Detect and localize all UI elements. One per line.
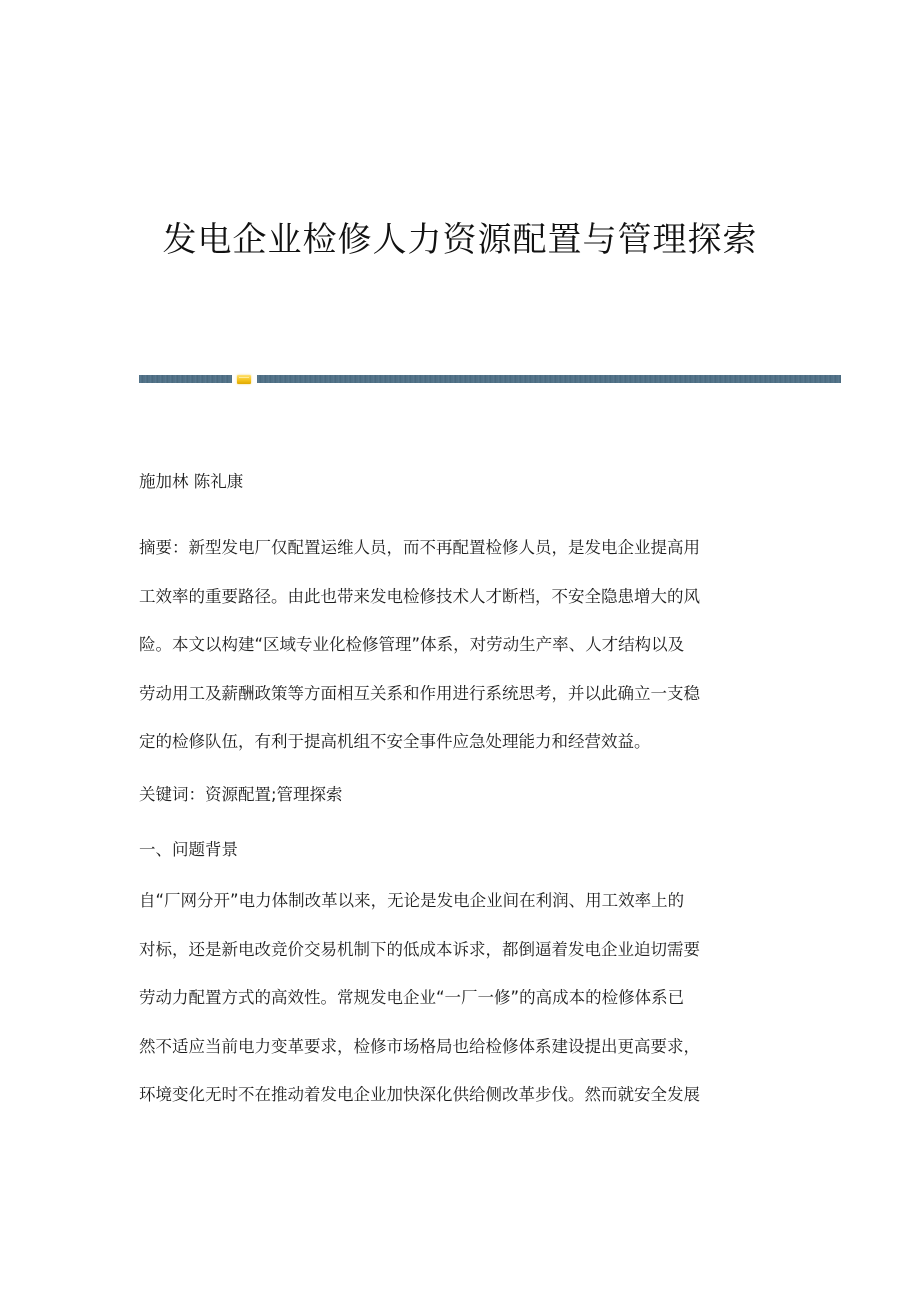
abstract-line: 工效率的重要路径。由此也带来发电检修技术人才断档，不安全隐患增大的风 bbox=[139, 586, 700, 606]
authors: 施加林 陈礼康 bbox=[139, 472, 244, 491]
body-line: 然不适应当前电力变革要求，检修市场格局也给检修体系建设提出更高要求， bbox=[139, 1036, 700, 1056]
abstract-line: 劳动用工及薪酬政策等方面相互关系和作用进行系统思考，并以此确立一支稳 bbox=[139, 683, 700, 703]
envelope-ornament-icon bbox=[237, 375, 251, 384]
abstract-paragraph bbox=[139, 524, 799, 767]
body-line: 劳动力配置方式的高效性。常规发电企业“一厂一修”的高成本的检修体系已 bbox=[139, 988, 685, 1007]
body-line: 环境变化无时不在推动着发电企业加快深化供给侧改革步伐。然而就安全发展 bbox=[139, 1085, 700, 1104]
abstract-line: 摘要：新型发电厂仅配置运维人员，而不再配置检修人员，是发电企业提高用 bbox=[139, 538, 700, 557]
abstract-line: 险。本文以构建“区域专业化检修管理”体系，对劳动生产率、人才结构以及 bbox=[139, 635, 685, 654]
title-divider bbox=[139, 375, 841, 384]
divider-bar-left bbox=[139, 375, 232, 383]
section-heading: 一、问题背景 bbox=[139, 840, 238, 859]
body-paragraph bbox=[139, 877, 799, 1120]
document-title: 发电企业检修人力资源配置与管理探索 bbox=[162, 220, 758, 260]
body-line: 对标，还是新电改竞价交易机制下的低成本诉求，都倒逼着发电企业迫切需要 bbox=[139, 939, 700, 959]
body-line: 自“厂网分开”电力体制改革以来，无论是发电企业间在利润、用工效率上的 bbox=[139, 891, 685, 910]
divider-bar-right bbox=[257, 375, 841, 383]
keywords: 关键词：资源配置;管理探索 bbox=[139, 785, 343, 804]
abstract-line: 定的检修队伍，有利于提高机组不安全事件应急处理能力和经营效益。 bbox=[139, 732, 651, 751]
